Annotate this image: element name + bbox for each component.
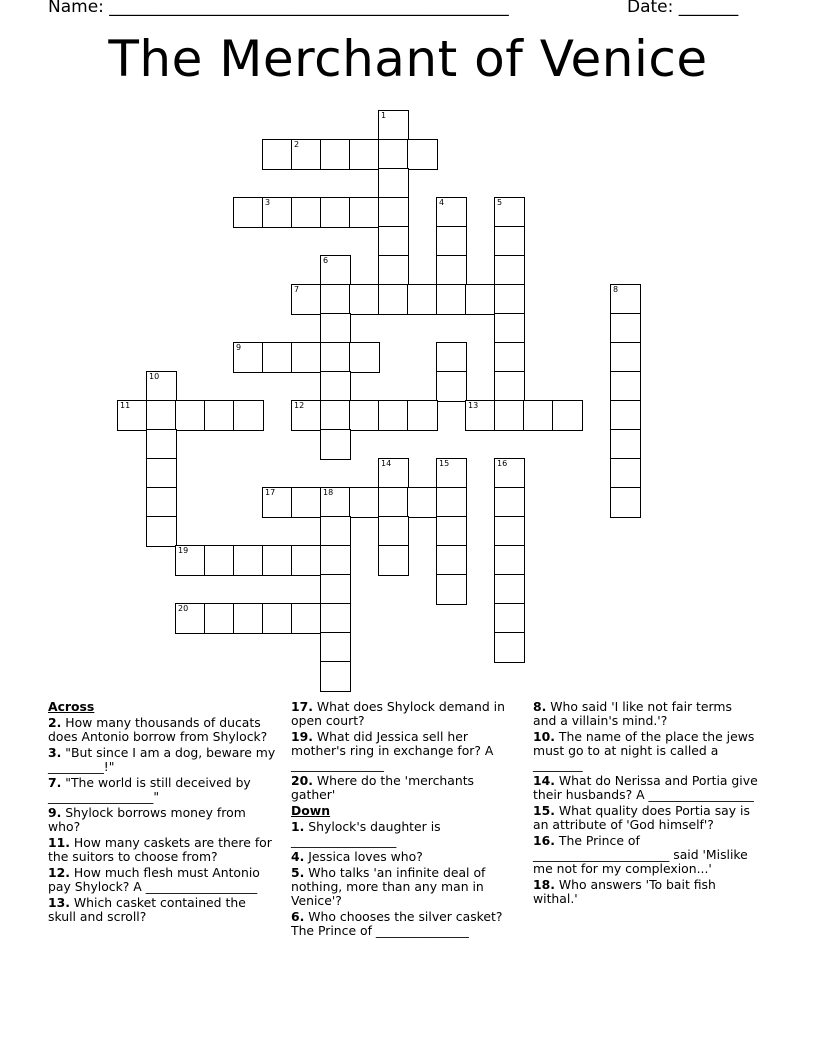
clue-number: 7: [294, 285, 300, 294]
clue-number-label: 1.: [291, 819, 305, 834]
clue-item: [48, 746, 276, 774]
clue-text: What did Jessica sell her mother's ring in exchange for? A _______________: [291, 729, 494, 772]
grid-cell[interactable]: [291, 284, 322, 315]
grid-cell[interactable]: [320, 516, 351, 547]
clue-text: What do Nerissa and Portia give their husbands? A _________________: [533, 773, 758, 802]
grid-cell[interactable]: [291, 342, 322, 373]
grid-cell[interactable]: [378, 226, 409, 257]
clue-text: The Prince of ______________________ said 'Mislike me not for my complexion...': [533, 833, 748, 876]
clue-item: [291, 774, 513, 802]
grid-cell[interactable]: [291, 487, 322, 518]
clue-item: [48, 836, 276, 864]
date-field[interactable]: Date: _______: [627, 0, 739, 17]
grid-cell[interactable]: [320, 400, 351, 431]
grid-cell[interactable]: [610, 342, 641, 373]
grid-cell[interactable]: [494, 313, 525, 344]
grid-cell[interactable]: [262, 139, 293, 170]
grid-cell[interactable]: [204, 603, 235, 634]
clue-number: 5: [497, 198, 503, 207]
clue-number-label: 6.: [291, 909, 305, 924]
grid-cell[interactable]: [378, 255, 409, 286]
grid-cell[interactable]: [494, 574, 525, 605]
grid-cell[interactable]: [407, 487, 438, 518]
clue-number-label: 20.: [291, 773, 313, 788]
grid-cell[interactable]: [349, 139, 380, 170]
clue-number-label: 11.: [48, 835, 70, 850]
grid-cell[interactable]: [204, 545, 235, 576]
clue-number-label: 15.: [533, 803, 555, 818]
grid-cell[interactable]: [233, 342, 264, 373]
grid-cell[interactable]: [494, 632, 525, 663]
grid-cell[interactable]: [378, 284, 409, 315]
grid-cell[interactable]: [610, 400, 641, 431]
grid-cell[interactable]: [349, 197, 380, 228]
grid-cell[interactable]: [494, 516, 525, 547]
grid-cell[interactable]: [291, 400, 322, 431]
clue-text: Shylock's daughter is _________________: [291, 819, 441, 848]
grid-cell[interactable]: [320, 284, 351, 315]
grid-cell[interactable]: [146, 458, 177, 489]
clue-number: 12: [294, 401, 305, 410]
grid-cell[interactable]: [320, 139, 351, 170]
clue-number: 4: [439, 198, 445, 207]
grid-cell[interactable]: [378, 516, 409, 547]
clues-column-3: [533, 700, 759, 908]
clue-number-label: 17.: [291, 699, 313, 714]
clue-number: 11: [120, 401, 131, 410]
grid-cell[interactable]: [175, 603, 206, 634]
clue-item: [533, 774, 759, 802]
grid-cell[interactable]: [320, 313, 351, 344]
down-heading: Down: [291, 803, 331, 818]
grid-cell[interactable]: [378, 487, 409, 518]
grid-cell[interactable]: [320, 371, 351, 402]
clue-item: [48, 716, 276, 744]
clue-number: 14: [381, 459, 392, 468]
clue-text: Who said 'I like not fair terms and a villain's mind.'?: [533, 699, 732, 728]
clue-item: [533, 878, 759, 906]
clue-number: 10: [149, 372, 160, 381]
clue-number: 8: [613, 285, 619, 294]
grid-cell[interactable]: [494, 255, 525, 286]
clue-number: 6: [323, 256, 329, 265]
clue-number: 2: [294, 140, 300, 149]
clue-text: What does Shylock demand in open court?: [291, 699, 505, 728]
clue-number: 1: [381, 111, 387, 120]
grid-cell[interactable]: [262, 603, 293, 634]
grid-cell[interactable]: [436, 516, 467, 547]
grid-cell[interactable]: [146, 516, 177, 547]
page-title: The Merchant of Venice: [108, 30, 708, 88]
grid-cell[interactable]: [117, 400, 148, 431]
clues-column-1: [48, 700, 276, 926]
grid-cell[interactable]: [320, 429, 351, 460]
across-heading: Across: [48, 699, 95, 714]
clue-number: 3: [265, 198, 271, 207]
clue-text: Who talks 'an infinite deal of nothing, more than any man in Venice'?: [291, 865, 486, 908]
grid-cell[interactable]: [320, 574, 351, 605]
grid-cell[interactable]: [610, 458, 641, 489]
grid-cell[interactable]: [407, 400, 438, 431]
grid-cell[interactable]: [378, 545, 409, 576]
grid-cell[interactable]: [494, 342, 525, 373]
clue-item: [291, 866, 513, 908]
clue-item: [48, 776, 276, 804]
grid-cell[interactable]: [320, 197, 351, 228]
grid-cell[interactable]: [378, 458, 409, 489]
grid-cell[interactable]: [378, 400, 409, 431]
clue-number: 17: [265, 488, 276, 497]
clue-item: [48, 866, 276, 894]
clue-item: [48, 896, 276, 924]
clue-number-label: 9.: [48, 805, 62, 820]
grid-cell[interactable]: [262, 487, 293, 518]
clue-text: How many thousands of ducats does Antonio borrow from Shylock?: [48, 715, 268, 744]
grid-cell[interactable]: [436, 458, 467, 489]
clue-number-label: 10.: [533, 729, 555, 744]
clue-text: Which casket contained the skull and scroll?: [48, 895, 246, 924]
clue-text: What quality does Portia say is an attribute of 'God himself'?: [533, 803, 750, 832]
clue-number: 13: [468, 401, 479, 410]
clue-number: 18: [323, 488, 334, 497]
clue-text: Shylock borrows money from who?: [48, 805, 246, 834]
grid-cell[interactable]: [349, 284, 380, 315]
clue-number-label: 13.: [48, 895, 70, 910]
grid-cell[interactable]: [349, 342, 380, 373]
grid-cell[interactable]: [320, 342, 351, 373]
grid-cell[interactable]: [494, 487, 525, 518]
clue-item: [291, 700, 513, 728]
grid-cell[interactable]: [291, 139, 322, 170]
clue-number: 20: [178, 604, 189, 613]
grid-cell[interactable]: [262, 545, 293, 576]
clue-item: [291, 910, 513, 938]
grid-cell[interactable]: [262, 197, 293, 228]
grid-cell[interactable]: [494, 458, 525, 489]
clue-number: 19: [178, 546, 189, 555]
clue-number-label: 3.: [48, 745, 62, 760]
grid-cell[interactable]: [320, 487, 351, 518]
grid-cell[interactable]: [610, 284, 641, 315]
grid-cell[interactable]: [494, 284, 525, 315]
grid-cell[interactable]: [523, 400, 554, 431]
clue-number-label: 12.: [48, 865, 70, 880]
clue-text: "The world is still deceived by _________________": [48, 775, 251, 804]
clue-item: [533, 730, 759, 772]
grid-cell[interactable]: [436, 255, 467, 286]
grid-cell[interactable]: [320, 632, 351, 663]
grid-cell[interactable]: [494, 400, 525, 431]
clue-number-label: 5.: [291, 865, 305, 880]
grid-cell[interactable]: [436, 545, 467, 576]
clue-text: How many caskets are there for the suitors to choose from?: [48, 835, 272, 864]
clue-number-label: 7.: [48, 775, 62, 790]
clue-text: The name of the place the jews must go to at night is called a ________: [533, 729, 755, 772]
clue-number-label: 2.: [48, 715, 62, 730]
grid-cell[interactable]: [436, 342, 467, 373]
grid-cell[interactable]: [175, 400, 206, 431]
clue-number: 15: [439, 459, 450, 468]
grid-cell[interactable]: [494, 226, 525, 257]
grid-cell[interactable]: [233, 545, 264, 576]
grid-cell[interactable]: [610, 371, 641, 402]
clue-item: [533, 834, 759, 876]
grid-cell[interactable]: [494, 197, 525, 228]
clue-number-label: 16.: [533, 833, 555, 848]
grid-cell[interactable]: [233, 603, 264, 634]
clue-number-label: 14.: [533, 773, 555, 788]
name-field[interactable]: Name: _______________________________________________: [48, 0, 509, 17]
clue-text: Who chooses the silver casket? The Prince of _______________: [291, 909, 503, 938]
clue-item: [533, 700, 759, 728]
grid-cell[interactable]: [494, 545, 525, 576]
grid-cell[interactable]: [233, 197, 264, 228]
grid-cell[interactable]: [291, 197, 322, 228]
clue-number-label: 8.: [533, 699, 547, 714]
clue-text: Where do the 'merchants gather': [291, 773, 475, 802]
grid-cell[interactable]: [320, 603, 351, 634]
grid-cell[interactable]: [146, 400, 177, 431]
clue-text: Jessica loves who?: [304, 849, 423, 864]
grid-cell[interactable]: [146, 371, 177, 402]
grid-cell[interactable]: [146, 487, 177, 518]
grid-cell[interactable]: [291, 545, 322, 576]
clue-number-label: 4.: [291, 849, 305, 864]
grid-cell[interactable]: [320, 661, 351, 692]
clues-column-2: [291, 700, 513, 940]
clue-text: How much flesh must Antonio pay Shylock? A __________________: [48, 865, 260, 894]
grid-cell[interactable]: [610, 487, 641, 518]
grid-cell[interactable]: [204, 400, 235, 431]
clue-number-label: 18.: [533, 877, 555, 892]
grid-cell[interactable]: [233, 400, 264, 431]
grid-cell[interactable]: [378, 197, 409, 228]
grid-cell[interactable]: [436, 284, 467, 315]
grid-cell[interactable]: [436, 574, 467, 605]
grid-cell[interactable]: [610, 313, 641, 344]
grid-cell[interactable]: [436, 226, 467, 257]
grid-cell[interactable]: [378, 110, 409, 141]
grid-cell[interactable]: [465, 284, 496, 315]
grid-cell[interactable]: [146, 429, 177, 460]
grid-cell[interactable]: [175, 545, 206, 576]
clue-number: 16: [497, 459, 508, 468]
clue-number: 9: [236, 343, 242, 352]
grid-cell[interactable]: [349, 487, 380, 518]
clue-item: [533, 804, 759, 832]
grid-cell[interactable]: [436, 371, 467, 402]
clue-number-label: 19.: [291, 729, 313, 744]
grid-cell[interactable]: [407, 284, 438, 315]
grid-cell[interactable]: [378, 168, 409, 199]
grid-cell[interactable]: [436, 197, 467, 228]
clue-item: [48, 806, 276, 834]
clue-item: [291, 820, 513, 848]
grid-cell[interactable]: [610, 429, 641, 460]
grid-cell[interactable]: [262, 342, 293, 373]
grid-cell[interactable]: [320, 545, 351, 576]
grid-cell[interactable]: [465, 400, 496, 431]
grid-cell[interactable]: [407, 139, 438, 170]
grid-cell[interactable]: [552, 400, 583, 431]
clue-item: [291, 730, 513, 772]
grid-cell[interactable]: [494, 371, 525, 402]
clue-item: [291, 850, 513, 864]
grid-cell[interactable]: [320, 255, 351, 286]
grid-cell[interactable]: [349, 400, 380, 431]
clue-text: "But since I am a dog, beware my _________!": [48, 745, 276, 774]
grid-cell[interactable]: [494, 603, 525, 634]
grid-cell[interactable]: [291, 603, 322, 634]
grid-cell[interactable]: [436, 487, 467, 518]
clue-text: Who answers 'To bait fish withal.': [533, 877, 716, 906]
grid-cell[interactable]: [378, 139, 409, 170]
